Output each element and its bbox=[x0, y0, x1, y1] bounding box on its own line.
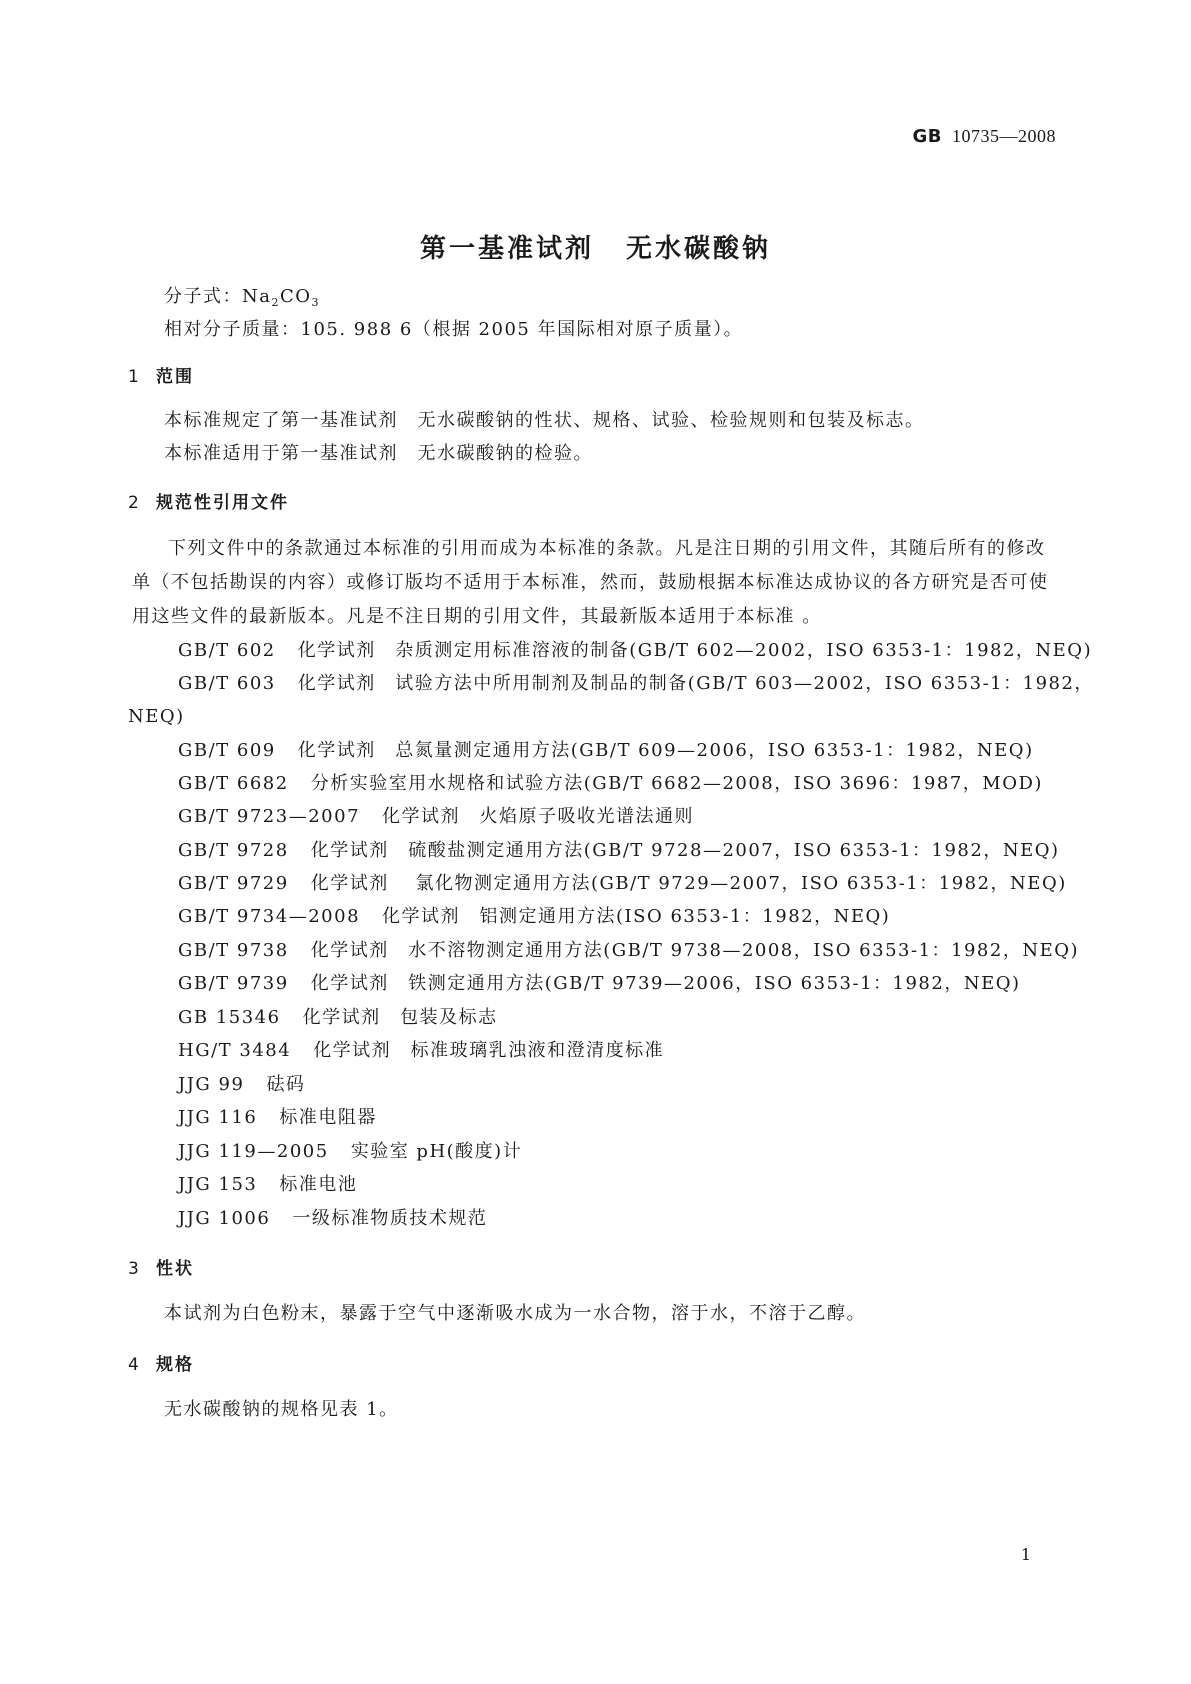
section-heading-scope bbox=[128, 362, 194, 387]
reference-item: GB/T 9729 化学试剂 氯化物测定通用方法(GB/T 9729—2007，ISO 6353-1：1982，NEQ) bbox=[178, 873, 1067, 894]
reference-item: GB 15346 化学试剂 包装及标志 bbox=[178, 1007, 498, 1028]
title-part2: 无水碳酸钠 bbox=[626, 234, 772, 264]
formula-co-sub: 3 bbox=[311, 296, 321, 309]
reference-item: GB/T 603 化学试剂 试验方法中所用制剂及制品的制备(GB/T 603—2002，ISO 6353-1：1982， bbox=[178, 673, 1094, 694]
section-heading-references bbox=[128, 488, 289, 513]
specification-text: 无水碳酸钠的规格见表 1。 bbox=[164, 1399, 399, 1420]
reference-item: JJG 116 标准电阻器 bbox=[178, 1107, 377, 1128]
reference-item: JJG 1006 一级标准物质技术规范 bbox=[178, 1208, 488, 1229]
formula-co: CO bbox=[279, 286, 312, 307]
standard-number: 10735—2008 bbox=[952, 126, 1056, 146]
scope-line-1: 本标准规定了第一基准试剂 无水碳酸钠的性状、规格、试验、检验规则和包装及标志。 bbox=[164, 410, 925, 431]
standard-code bbox=[913, 126, 1057, 147]
reference-item: GB/T 9728 化学试剂 硫酸盐测定通用方法(GB/T 9728—2007，ISO 6353-1：1982，NEQ) bbox=[178, 840, 1060, 861]
document-title bbox=[0, 228, 1191, 265]
reference-item: HG/T 3484 化学试剂 标准玻璃乳浊液和澄清度标准 bbox=[178, 1040, 665, 1061]
page-number: 1 bbox=[1020, 1545, 1031, 1564]
references-intro: 下列文件中的条款通过本标准的引用而成为本标准的条款。凡是注日期的引用文件，其随后所有的修改单（不包括勘误的内容）或修订版均不适用于本标准，然而，鼓励根据本标准达成协议的各方研究是否可使用这些文件的最新版本。凡是不注日期的引用文件，其最新版本适用于本标准 。 bbox=[132, 538, 1049, 627]
reference-item: GB/T 602 化学试剂 杂质测定用标准溶液的制备(GB/T 602—2002，ISO 6353-1：1982，NEQ) bbox=[178, 640, 1093, 661]
section-title: 范围 bbox=[156, 367, 194, 387]
section-number: 3 bbox=[128, 1259, 141, 1279]
reference-item: GB/T 609 化学试剂 总氮量测定通用方法(GB/T 609—2006，ISO 6353-1：1982，NEQ) bbox=[178, 740, 1034, 761]
standard-prefix: GB bbox=[912, 126, 942, 147]
section-title: 规范性引用文件 bbox=[156, 493, 289, 513]
reference-item: JJG 119—2005 实验室 pH(酸度)计 bbox=[178, 1141, 523, 1162]
molar-mass: 相对分子质量：105. 988 6（根据 2005 年国际相对原子质量）。 bbox=[164, 319, 744, 340]
section-number: 4 bbox=[128, 1355, 141, 1375]
formula-na-sub: 2 bbox=[271, 296, 280, 309]
formula-label: 分子式： bbox=[164, 286, 242, 307]
section-title: 性状 bbox=[156, 1259, 194, 1279]
section-heading-specification bbox=[128, 1350, 194, 1375]
reference-item: GB/T 9723—2007 化学试剂 火焰原子吸收光谱法通则 bbox=[178, 806, 695, 827]
title-part1: 第一基准试剂 bbox=[419, 234, 594, 264]
formula-na: Na bbox=[242, 286, 272, 307]
reference-item: JJG 153 标准电池 bbox=[178, 1174, 358, 1195]
reference-item: GB/T 9734—2008 化学试剂 铝测定通用方法(ISO 6353-1：1982，NEQ) bbox=[178, 906, 891, 927]
reference-item: JJG 99 砝码 bbox=[178, 1074, 306, 1095]
section-number: 1 bbox=[128, 367, 141, 387]
reference-item: GB/T 6682 分析实验室用水规格和试验方法(GB/T 6682—2008，ISO 3696：1987，MOD) bbox=[178, 773, 1043, 794]
reference-item: GB/T 9739 化学试剂 铁测定通用方法(GB/T 9739—2006，ISO 6353-1：1982，NEQ) bbox=[178, 973, 1021, 994]
section-number: 2 bbox=[128, 493, 141, 513]
scope-line-2: 本标准适用于第一基准试剂 无水碳酸钠的检验。 bbox=[164, 443, 593, 464]
reference-item: GB/T 9738 化学试剂 水不溶物测定通用方法(GB/T 9738—2008，ISO 6353-1：1982，NEQ) bbox=[178, 940, 1079, 961]
section-title: 规格 bbox=[156, 1355, 194, 1375]
section-heading-properties bbox=[128, 1254, 194, 1279]
properties-text: 本试剂为白色粉末，暴露于空气中逐渐吸水成为一水合物，溶于水，不溶于乙醇。 bbox=[164, 1303, 866, 1324]
reference-item-continuation: NEQ) bbox=[128, 706, 185, 727]
